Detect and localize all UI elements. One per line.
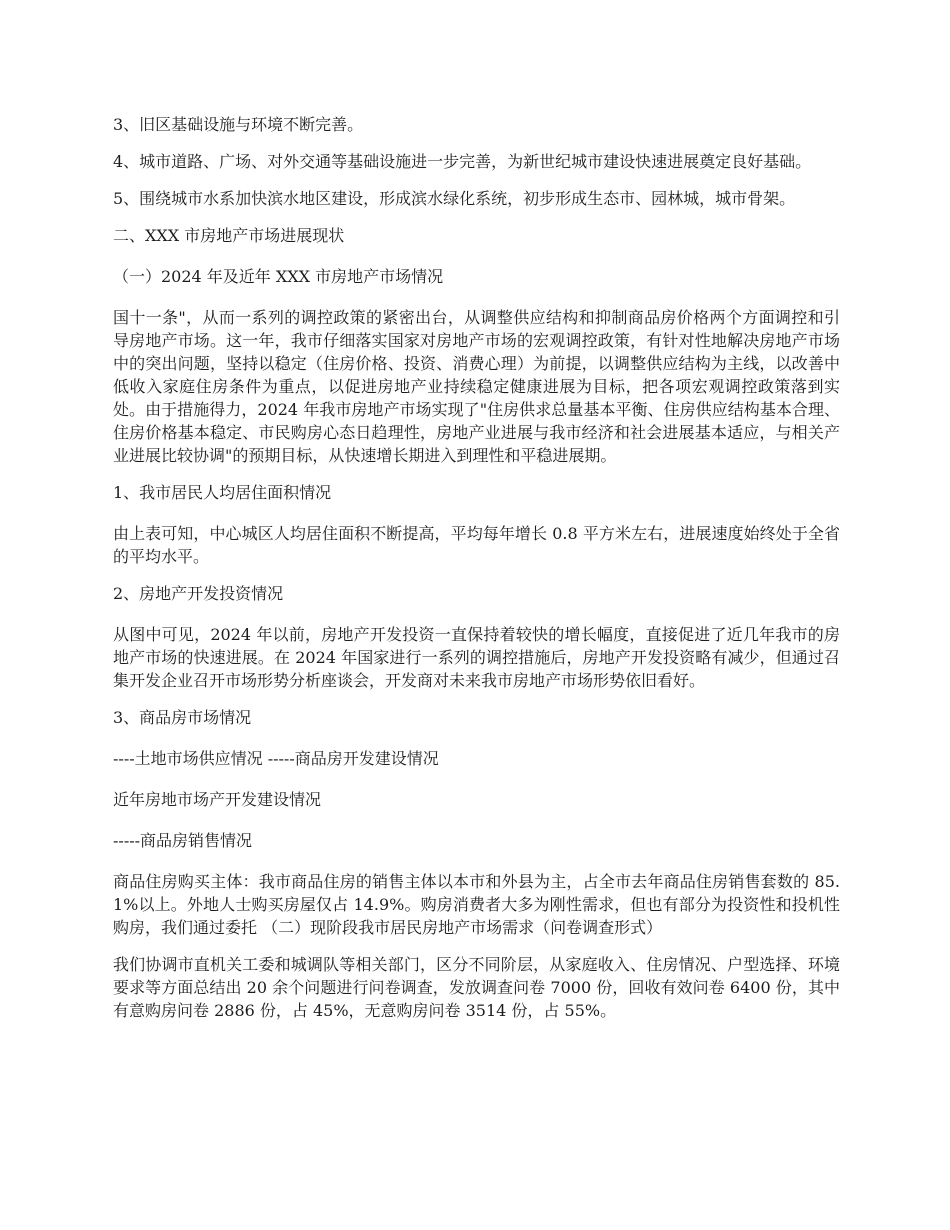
paragraph-investment: 从图中可见，2024 年以前，房地产开发投资一直保持着较快的增长幅度，直接促进了近几年我市的房地产市场的快速进展。在 2024 年国家进行一系列的调控措施后，房地产开发投资略有减少，但通过召集开发企业召开市场形势分析座谈会，开发商对未来我市房地产市场形势依旧看好。 <box>113 625 840 690</box>
subsection-heading-recent-market: （一）2024 年及近年 XXX 市房地产市场情况 <box>113 267 444 286</box>
paragraph-policy: 国十一条"，从而一系列的调控政策的紧密出台，从调整供应结构和抑制商品房价格两个方面调控和引导房地产市场。这一年，我市仔细落实国家对房地产市场的宏观调控政策，有针对性地解决房地产市场中的突出问题，坚持以稳定（住房价格、投资、消费心理）为前提，以调整供应结构为主线，以改善中低收入家庭住房条件为重点，以促进房地产业持续稳定健康进展为目标，把各项宏观调控政策落到实处。由于措施得力，2024 年我市房地产市场实现了"住房供求总量基本平衡、住房供应结构基本合理、住房价格基本稳定、市民购房心态日趋理性，房地产业进展与我市经济和社会进展基本适应，与相关产业进展比较协调"的预期目标，从快速增长期进入到理性和平稳进展期。 <box>113 308 840 465</box>
paragraph-roads: 4、城市道路、广场、对外交通等基础设施进一步完善，为新世纪城市建设快速进展奠定良好基础。 <box>113 152 812 171</box>
heading-commercial-housing: 3、商品房市场情况 <box>113 708 252 727</box>
line-land-supply: ----土地市场供应情况 -----商品房开发建设情况 <box>113 749 439 768</box>
line-sales: -----商品房销售情况 <box>113 831 253 850</box>
line-development: 近年房地市场产开发建设情况 <box>113 790 322 809</box>
paragraph-buyers: 商品住房购买主体：我市商品住房的销售主体以本市和外县为主，占全市去年商品住房销售套数的 85.1%以上。外地人士购买房屋仅占 14.9%。购房消费者大多为刚性需求，但也有部分为投资性和投机性购房，我们通过委托 （二）现阶段我市居民房地产市场需求（问卷调查形式） <box>113 872 840 937</box>
heading-living-area: 1、我市居民人均居住面积情况 <box>113 483 332 502</box>
paragraph-waterfront: 5、围绕城市水系加快滨水地区建设，形成滨水绿化系统，初步形成生态市、园林城，城市骨架。 <box>113 189 796 208</box>
paragraph-living-area: 由上表可知，中心城区人均居住面积不断提高，平均每年增长 0.8 平方米左右，进展速度始终处于全省的平均水平。 <box>113 524 840 566</box>
section-heading-market-status: 二、XXX 市房地产市场进展现状 <box>113 226 345 245</box>
paragraph-old-district: 3、旧区基础设施与环境不断完善。 <box>113 115 364 134</box>
heading-investment: 2、房地产开发投资情况 <box>113 584 284 603</box>
paragraph-survey: 我们协调市直机关工委和城调队等相关部门，区分不同阶层，从家庭收入、住房情况、户型选择、环境要求等方面总结出 20 余个问题进行问卷调查，发放调查问卷 7000 份，回收有效问卷 6400 份，其中有意购房问卷 2886 份，占 45%，无意购房问卷 3514 份，占 55%。 <box>113 955 840 1020</box>
